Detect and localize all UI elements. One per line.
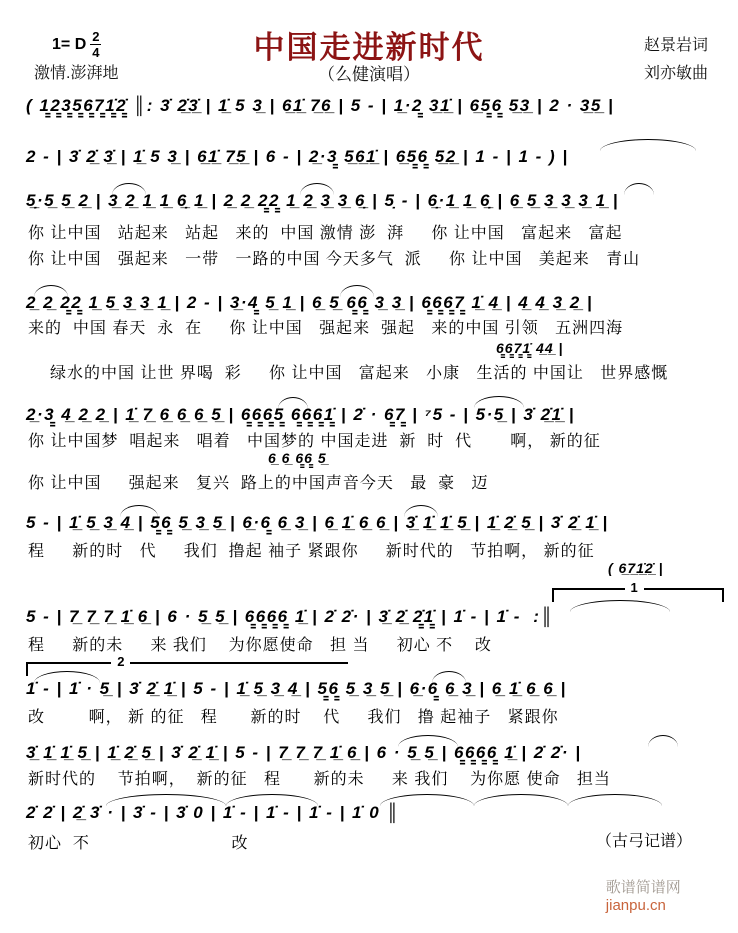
slur-arc (34, 285, 68, 297)
notes-line-10: 2̇ 2̇ | 2̲̇ 3̇ · | 3̇ - | 3̇ 0 | 1̇ - | 1̇ - | 1̇ - | 1̇ 0 ║ (26, 803, 400, 822)
time-signature-numerator: 2 (92, 29, 100, 44)
composer: 刘亦敏曲 (643, 65, 708, 82)
lyrics-line-9: 新时代的 节拍啊， 新的征 程 新的未 来 我们 为你愿 使命 担当 (28, 771, 611, 788)
slur-arc (120, 505, 158, 517)
slur-arc (340, 285, 374, 297)
performer: （么健演唱） (318, 65, 420, 84)
lyrics-line-3-verse-1: 你 让中国 站起来 站起 来的 中国 激情 澎 湃 你 让中国 富起来 富起 (28, 225, 623, 242)
footer (588, 858, 681, 933)
lyrics-line-8: 改 啊， 新 的征 程 新的时 代 我们 撸 起袖子 紧跟你 (28, 709, 559, 726)
notes-line-4: 2̲ 2̲ 2̳2̳ 1̲ 5̲ 3̲ 3̲ 1̲ | 2 - | 3̲·4̳ 5̲ 1̲ | 6̲ 5̲ 6̳6̳ 3̲ 3̲ | 6̳6̳6̳7̳ 1̲̇ 4̲ | 4̲ 4̲ 3̲ 2̲ | (26, 293, 594, 312)
tie-arc (568, 794, 662, 806)
notes-line-7: 5 - | 7̲ 7̲ 7̲ 1̲̇ 6̲ | 6 · 5̲ 5̲ | 6̳6̳6̳6̳ 1̲̇ | 2̇ 2̇· | 3̲̇ 2̲̇ 2̳̇1̳̇ | 1̇ - | 1̇ - :║ (26, 607, 555, 626)
tie-arc (380, 794, 474, 806)
notes-line-8: 1̇ - | 1̇ · 5̲ | 3̇ 2̲̇ 1̲̇ | 5 - | 1̲̇ 5̲ 3̲ 4̲ | 5̳6̳ 5̲ 3̲ 5̲ | 6̲·6̳ 6̲ 3̲ | 6̲ 1̲̇ 6̲ 6̲ | (26, 679, 567, 698)
volta-bracket-left-tick (26, 662, 28, 676)
volta-number: 1 (625, 580, 644, 595)
lyrics-line-10: 初心 不 改 (28, 835, 249, 852)
slur-arc (278, 397, 308, 409)
tie-arc (474, 396, 524, 408)
tie-arc (226, 794, 318, 806)
volta-number: 2 (111, 654, 130, 669)
lyrics-line-3-verse-2: 你 让中国 强起来 一带 一路的中国 今天多气 派 你 让中国 美起来 青山 (28, 251, 641, 268)
lyricist: 赵景岩词 (643, 37, 708, 54)
tempo-marking: 激情.澎湃地 (34, 65, 119, 82)
lyrics-line-4-verse-1: 来的 中国 春天 永 在 你 让中国 强起来 强起 来的中国 引领 五洲四海 (28, 320, 624, 337)
slur-arc (398, 735, 458, 747)
time-signature-denominator: 4 (92, 45, 100, 60)
pickup-notes: ( 6̲7̲1̲̇2̲̇ | (608, 560, 664, 576)
volta-bracket-left-tick (552, 588, 554, 602)
footer-site-link[interactable]: jianpu.cn (605, 897, 666, 914)
key-label: 1= D (52, 35, 87, 53)
notes-line-9: 3̲̇ 1̲̇ 1̲̇ 5̲ | 1̲̇ 2̲̇ 5̲ | 3̇ 2̲̇ 1̲̇ | 5 - | 7̲ 7̲ 7̲ 1̲̇ 6̲ | 6 · 5̲ 5̲ | 6̳6̳6̳6̳ 1̲̇ | 2̇ 2̇· | (26, 743, 582, 762)
tie-arc (106, 794, 226, 806)
alternate-notes-line-4: 6̳6̳7̳1̳̇ 4̲4̲ | (496, 340, 564, 356)
notes-line-3: 5̲̣·5̲ 5̲ 2̲ | 3̲ 2̲ 1̲ 1̲ 6̲̣ 1̲ | 2̲ 2̲ 2̳2̳ 1̲ 2̲ 3̲ 3̲ 6̲̣ | 5̣ - | 6̲̣·1̲ 1̲ 6̲̣ | 6̲ 5̲ 3̲ 3̲ 3̲ 1̲ | (26, 191, 620, 210)
page-title: 中国走进新时代 (253, 30, 485, 65)
slur-arc (112, 183, 146, 195)
lyrics-line-7: 程 新的未 来 我们 为你愿使命 担 当 初心 不 改 (28, 637, 492, 654)
notes-line-1: ( 1̳2̳3̳5̳6̳7̳1̳̇2̳̇ ║: 3̇ 2̲̇3̲̇ | 1̲̇ 5 3̲ | 6̲1̲̇ 7̲6̲ | 5 - | 1̲·2̳ 3̲1̲̇ | 6̲5̳6̳ 5̲3̲ | 2 · 3̲5̲ | (26, 96, 615, 115)
tie-arc (600, 139, 696, 151)
lyrics-line-5-verse-2: 你 让中国 强起来 复兴 路上的中国声音今天 最 豪 迈 (28, 475, 489, 492)
notes-line-2: 2 - | 3̇ 2̲̇ 3̲̇ | 1̲̇ 5 3̲ | 6̲1̲̇ 7̲5̲ | 6 - | 2̲·3̳ 5̲6̲1̲̇ | 6̲5̳6̳ 5̲2̲ | 1 - | 1 - ) | (26, 147, 569, 166)
lyrics-line-6: 程 新的时 代 我们 撸起 袖子 紧跟你 新时代的 节拍啊， 新的征 (28, 543, 595, 560)
notes-line-5: 2̲·3̳ 4̲ 2̲ 2̲ | 1̲̇ 7̲ 6̲ 6̲ 6̲ 5̲ | 6̳6̳6̳5̳ 6̳6̳6̳1̳̇ | 2̇ · 6̳7̳ | ⁷5 - | 5·5̲ | 3̇ 2̲̇1̲̇ | (26, 405, 575, 424)
slur-arc (300, 183, 334, 195)
notes-line-6: 5 - | 1̲̇ 5̲ 3̲ 4̲ | 5̳6̳ 5̲ 3̲ 5̲ | 6̲·6̳ 6̲ 3̲ | 6̲ 1̲̇ 6̲ 6̲ | 3̲̇ 1̲̇ 1̲̇ 5̲ | 1̲̇ 2̲̇ 5̲ | 3̇ 2̲̇ 1̲̇ | (26, 513, 609, 532)
slur-arc (404, 505, 438, 517)
volta-bracket-right-tick (722, 588, 724, 602)
slur-arc (648, 735, 678, 747)
alternate-notes-line-5: 6̲ 6̲ 6̳6̳ 5̲ (268, 450, 327, 466)
lyrics-line-4-verse-2: 绿水的中国 让世 界喝 彩 你 让中国 富起来 小康 生活的 中国让 世界感慨 (50, 365, 669, 382)
tie-arc (474, 794, 568, 806)
notation-credit: （古弓记谱） (596, 833, 693, 850)
slur-arc (624, 183, 654, 195)
lyrics-line-5-verse-1: 你 让中国梦 唱起来 唱着 中国梦的 中国走进 新 时 代 啊， 新的征 (28, 433, 601, 450)
footer-site-name: 歌谱简谱网 (605, 879, 681, 896)
slur-arc (432, 671, 466, 683)
